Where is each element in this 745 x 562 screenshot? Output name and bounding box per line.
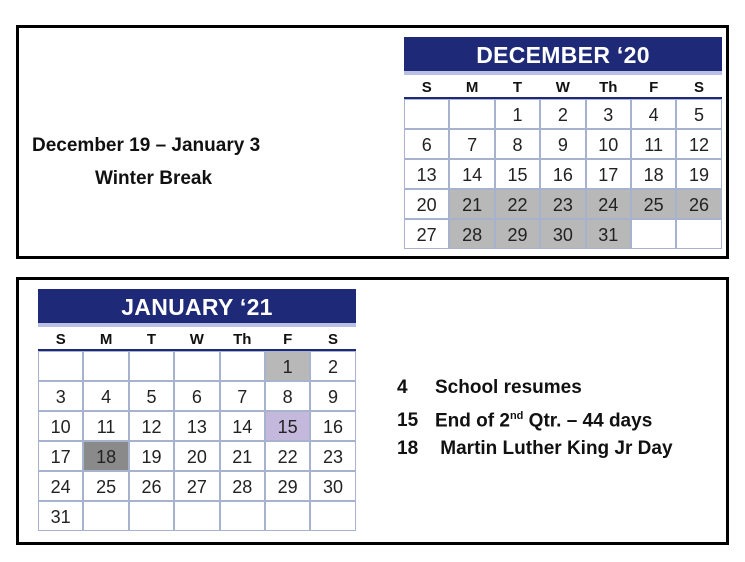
day-cell: 20 <box>404 189 449 219</box>
day-cell: 22 <box>495 189 540 219</box>
empty-day-cell <box>38 351 83 381</box>
december-calendar-title: DECEMBER ‘20 <box>404 37 722 71</box>
day-cell: 16 <box>540 159 585 189</box>
day-cell: 5 <box>129 381 174 411</box>
day-cell: 6 <box>174 381 219 411</box>
day-cell: 3 <box>38 381 83 411</box>
empty-day-cell <box>310 501 355 531</box>
event-text-post: Qtr. – 44 days <box>523 410 653 432</box>
weekday-header: W <box>174 327 219 351</box>
event-school-resumes <box>397 377 582 399</box>
december-calendar <box>404 37 722 249</box>
day-cell: 18 <box>631 159 676 189</box>
day-cell: 22 <box>265 441 310 471</box>
day-cell: 12 <box>676 129 721 159</box>
event-text: School resumes <box>435 377 582 398</box>
event-text: Martin Luther King Jr Day <box>435 438 673 459</box>
day-cell: 9 <box>540 129 585 159</box>
day-cell: 21 <box>449 189 494 219</box>
day-cell: 31 <box>586 219 631 249</box>
day-cell: 15 <box>495 159 540 189</box>
winter-break-label: Winter Break <box>95 168 213 189</box>
day-cell: 13 <box>404 159 449 189</box>
weekday-header: S <box>404 75 449 99</box>
day-cell: 20 <box>174 441 219 471</box>
event-end-of-quarter <box>397 410 652 432</box>
day-cell: 11 <box>83 411 128 441</box>
day-cell: 29 <box>495 219 540 249</box>
winter-break-dates: December 19 – January 3 <box>32 135 261 156</box>
empty-day-cell <box>220 351 265 381</box>
day-cell: 2 <box>540 99 585 129</box>
day-cell: 18 <box>83 441 128 471</box>
day-cell: 8 <box>495 129 540 159</box>
weekday-header: M <box>83 327 128 351</box>
event-date: 18 <box>397 438 419 459</box>
day-cell: 31 <box>38 501 83 531</box>
day-cell: 23 <box>540 189 585 219</box>
empty-day-cell <box>449 99 494 129</box>
event-date: 15 <box>397 410 419 432</box>
weekday-header: Th <box>220 327 265 351</box>
empty-day-cell <box>174 501 219 531</box>
weekday-header: W <box>540 75 585 99</box>
empty-day-cell <box>129 501 174 531</box>
december-day-grid <box>404 75 722 249</box>
weekday-header: S <box>676 75 721 99</box>
day-cell: 27 <box>404 219 449 249</box>
day-cell: 27 <box>174 471 219 501</box>
day-cell: 24 <box>586 189 631 219</box>
day-cell: 8 <box>265 381 310 411</box>
day-cell: 19 <box>676 159 721 189</box>
day-cell: 5 <box>676 99 721 129</box>
empty-day-cell <box>631 219 676 249</box>
day-cell: 30 <box>310 471 355 501</box>
day-cell: 19 <box>129 441 174 471</box>
day-cell: 23 <box>310 441 355 471</box>
weekday-header: S <box>38 327 83 351</box>
day-cell: 16 <box>310 411 355 441</box>
day-cell: 17 <box>38 441 83 471</box>
day-cell: 29 <box>265 471 310 501</box>
january-day-grid <box>38 327 356 531</box>
weekday-header: M <box>449 75 494 99</box>
event-mlk-day <box>397 438 673 460</box>
day-cell: 4 <box>83 381 128 411</box>
day-cell: 6 <box>404 129 449 159</box>
day-cell: 28 <box>449 219 494 249</box>
january-panel <box>16 277 729 545</box>
day-cell: 11 <box>631 129 676 159</box>
event-text-pre: End of 2 <box>435 410 510 432</box>
day-cell: 14 <box>220 411 265 441</box>
weekday-header: F <box>265 327 310 351</box>
empty-day-cell <box>174 351 219 381</box>
day-cell: 1 <box>265 351 310 381</box>
day-cell: 25 <box>631 189 676 219</box>
day-cell: 30 <box>540 219 585 249</box>
empty-day-cell <box>265 501 310 531</box>
january-calendar <box>38 289 356 531</box>
day-cell: 1 <box>495 99 540 129</box>
day-cell: 12 <box>129 411 174 441</box>
day-cell: 9 <box>310 381 355 411</box>
weekday-header: S <box>310 327 355 351</box>
day-cell: 24 <box>38 471 83 501</box>
day-cell: 10 <box>586 129 631 159</box>
day-cell: 26 <box>676 189 721 219</box>
empty-day-cell <box>83 501 128 531</box>
december-panel <box>16 25 729 259</box>
weekday-header: Th <box>586 75 631 99</box>
empty-day-cell <box>129 351 174 381</box>
day-cell: 4 <box>631 99 676 129</box>
day-cell: 7 <box>449 129 494 159</box>
empty-day-cell <box>220 501 265 531</box>
day-cell: 21 <box>220 441 265 471</box>
empty-day-cell <box>83 351 128 381</box>
day-cell: 14 <box>449 159 494 189</box>
empty-day-cell <box>404 99 449 129</box>
day-cell: 17 <box>586 159 631 189</box>
day-cell: 25 <box>83 471 128 501</box>
empty-day-cell <box>676 219 721 249</box>
weekday-header: T <box>495 75 540 99</box>
day-cell: 15 <box>265 411 310 441</box>
day-cell: 10 <box>38 411 83 441</box>
january-calendar-title: JANUARY ‘21 <box>38 289 356 323</box>
day-cell: 13 <box>174 411 219 441</box>
day-cell: 2 <box>310 351 355 381</box>
day-cell: 7 <box>220 381 265 411</box>
event-date: 4 <box>397 377 408 398</box>
event-text-sup: nd <box>509 410 524 422</box>
day-cell: 3 <box>586 99 631 129</box>
weekday-header: T <box>129 327 174 351</box>
day-cell: 28 <box>220 471 265 501</box>
weekday-header: F <box>631 75 676 99</box>
day-cell: 26 <box>129 471 174 501</box>
